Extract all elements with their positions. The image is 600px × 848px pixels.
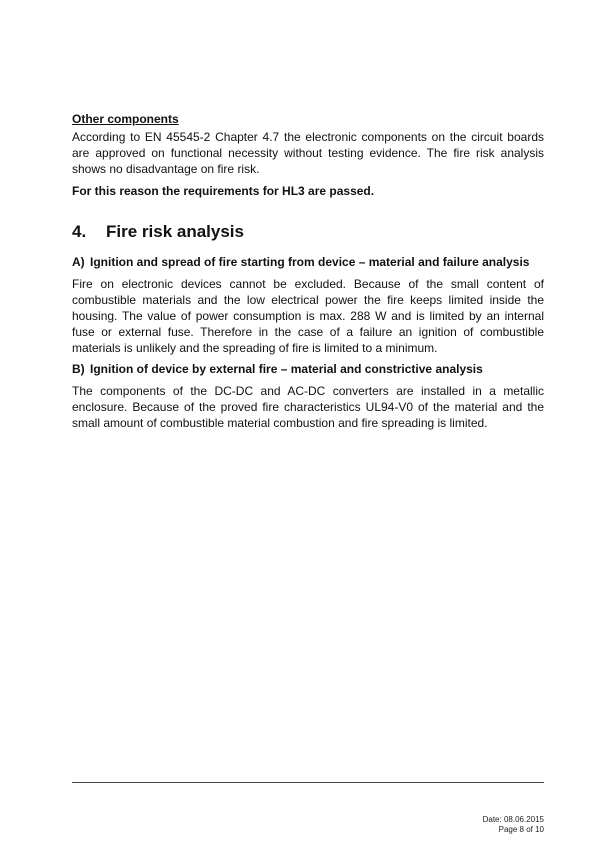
section-title: Fire risk analysis xyxy=(106,222,244,241)
page-footer xyxy=(483,815,544,835)
footer-date: Date: 08.06.2015 xyxy=(482,815,544,824)
subsection-a-heading xyxy=(72,254,544,270)
subsection-a-text: Fire on electronic devices cannot be excluded. Because of the small content of combustible materials and the low electrical power the fire keeps limited inside the housing. The value of power consumption is max. 288 W and is limited by an internal fuse or external fuse. Therefore in the case of a failure an ignition of combustible materials is unlikely and the spreading of fire is limited to a minimum. xyxy=(72,277,544,355)
page-content xyxy=(72,112,544,431)
subsection-a-letter: A) xyxy=(72,255,85,269)
subsection-b-heading xyxy=(72,361,544,377)
section-heading xyxy=(72,222,544,242)
other-components-heading: Other components xyxy=(72,112,179,126)
subsection-b-title: Ignition of device by external fire – material and constrictive analysis xyxy=(90,362,483,376)
other-components-conclusion: For this reason the requirements for HL3 are passed. xyxy=(72,184,375,198)
subsection-b-text: The components of the DC-DC and AC-DC converters are installed in a metallic enclosure. Because of the proved fire characteristics UL94-V0 of the material and the small amount of combustible material combustion and fire spreading is limited. xyxy=(72,384,544,430)
footer-page-number: Page 8 of 10 xyxy=(498,825,544,834)
section-number: 4. xyxy=(72,222,87,241)
subsection-a-title: Ignition and spread of fire starting from device – material and failure analysis xyxy=(90,255,530,269)
footer-divider xyxy=(72,782,544,783)
other-components-text: According to EN 45545-2 Chapter 4.7 the electronic components on the circuit boards are approved on functional necessity without testing evidence. The fire risk analysis shows no disadvantage on fire risk. xyxy=(72,130,544,176)
subsection-b-letter: B) xyxy=(72,362,85,376)
